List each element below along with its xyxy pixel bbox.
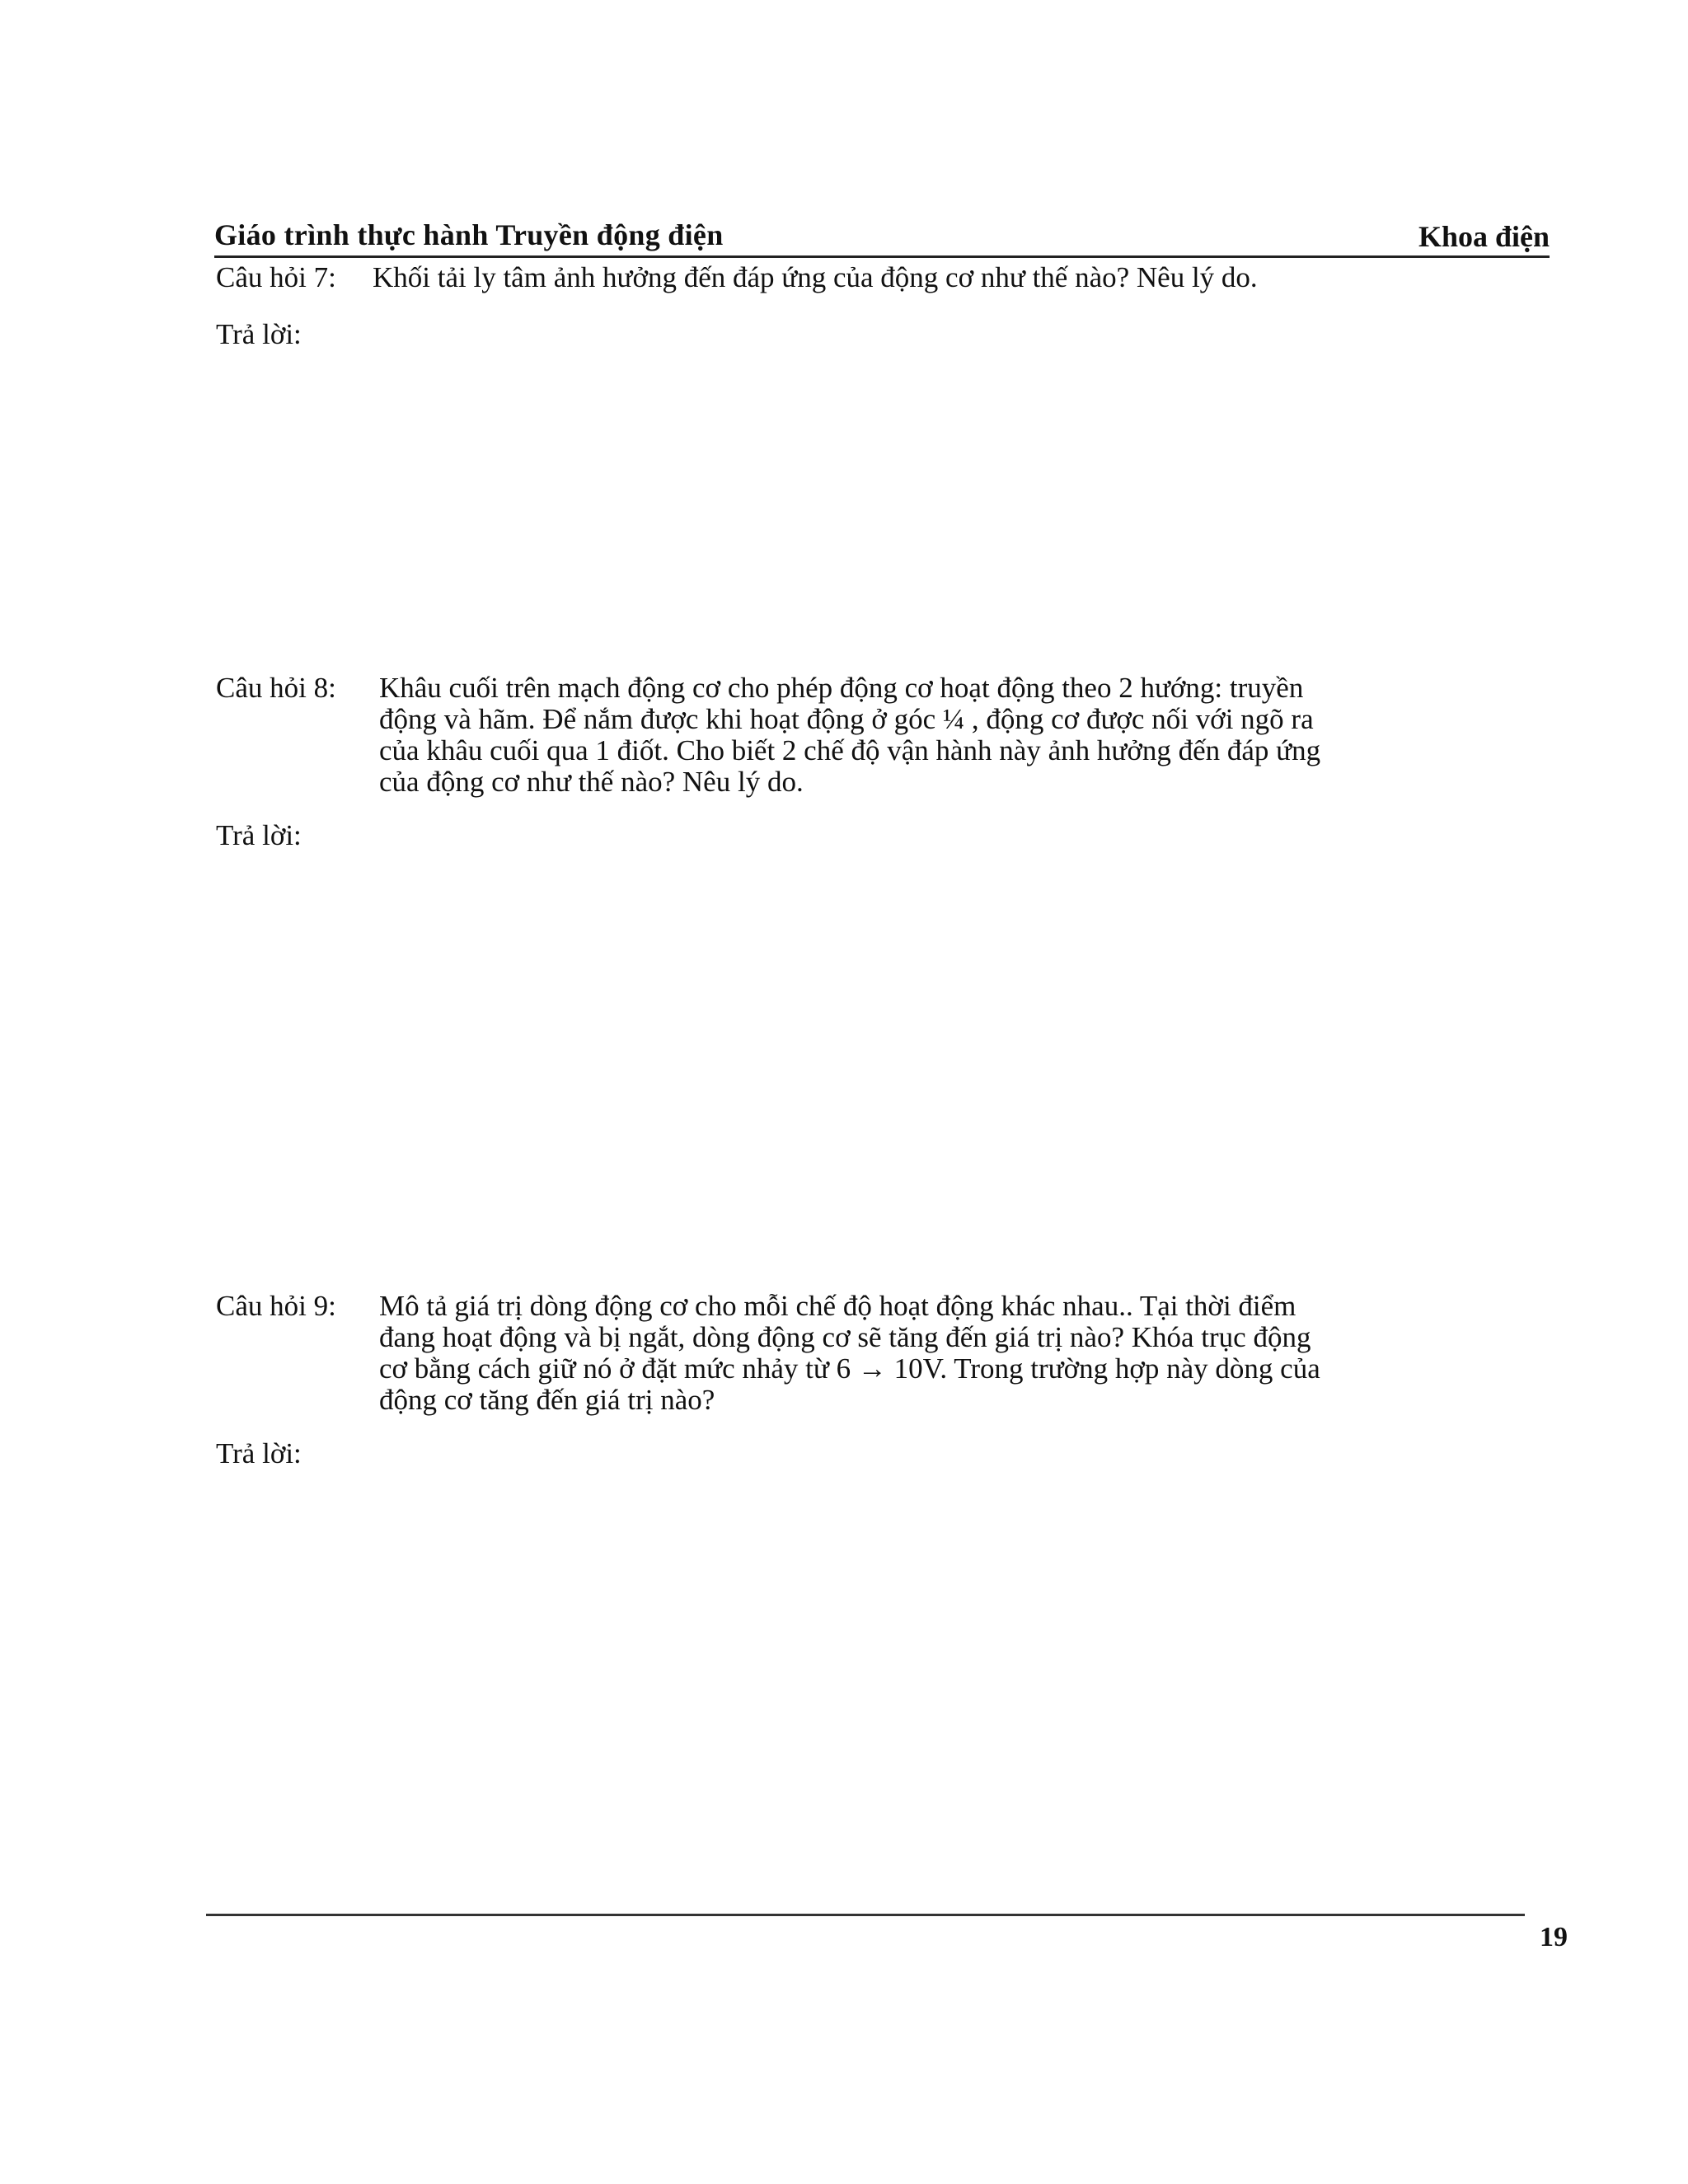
question-8 [216, 673, 1584, 798]
question-8-line: của khâu cuối qua 1 điốt. Cho biết 2 chế độ vận hành này ảnh hưởng đến đáp ứng [379, 734, 1321, 766]
question-7 [216, 262, 1584, 293]
question-8-text [379, 673, 1584, 798]
page-header [214, 206, 1550, 258]
question-9-text [379, 1291, 1584, 1416]
answer-8-label: Trả lời: [216, 819, 302, 851]
header-title: Giáo trình thực hành Truyền động điện [214, 218, 724, 251]
question-8-line: của động cơ như thế nào? Nêu lý do. [379, 766, 804, 798]
question-7-text [373, 262, 1584, 293]
question-8-line: động và hãm. Để nắm được khi hoạt động ở góc ¼ , động cơ được nối với ngõ ra [379, 703, 1314, 735]
question-7-label: Câu hỏi 7: [216, 261, 336, 293]
question-8-label: Câu hỏi 8: [216, 672, 336, 704]
answer-7-label: Trả lời: [216, 318, 302, 350]
header-department: Khoa điện [1418, 220, 1550, 253]
question-9-label: Câu hỏi 9: [216, 1290, 336, 1322]
question-8-line: Khâu cuối trên mạch động cơ cho phép động cơ hoạt động theo 2 hướng: truyền [379, 672, 1304, 704]
footer-divider [206, 1914, 1525, 1916]
page-number: 19 [1540, 1922, 1568, 1952]
question-9-line: đang hoạt động và bị ngắt, dòng động cơ sẽ tăng đến giá trị nào? Khóa trục động [379, 1321, 1311, 1353]
question-9-line: cơ bằng cách giữ nó ở đặt mức nhảy từ 6 → 10V. Trong trường hợp này dòng của [379, 1352, 1320, 1385]
answer-9-label: Trả lời: [216, 1437, 302, 1469]
question-9-line: Mô tả giá trị dòng động cơ cho mỗi chế độ hoạt động khác nhau.. Tại thời điểm [379, 1290, 1296, 1322]
question-7-line: Khối tải ly tâm ảnh hưởng đến đáp ứng của động cơ như thế nào? Nêu lý do. [373, 261, 1258, 293]
question-9-line: động cơ tăng đến giá trị nào? [379, 1384, 715, 1416]
question-9 [216, 1291, 1584, 1416]
